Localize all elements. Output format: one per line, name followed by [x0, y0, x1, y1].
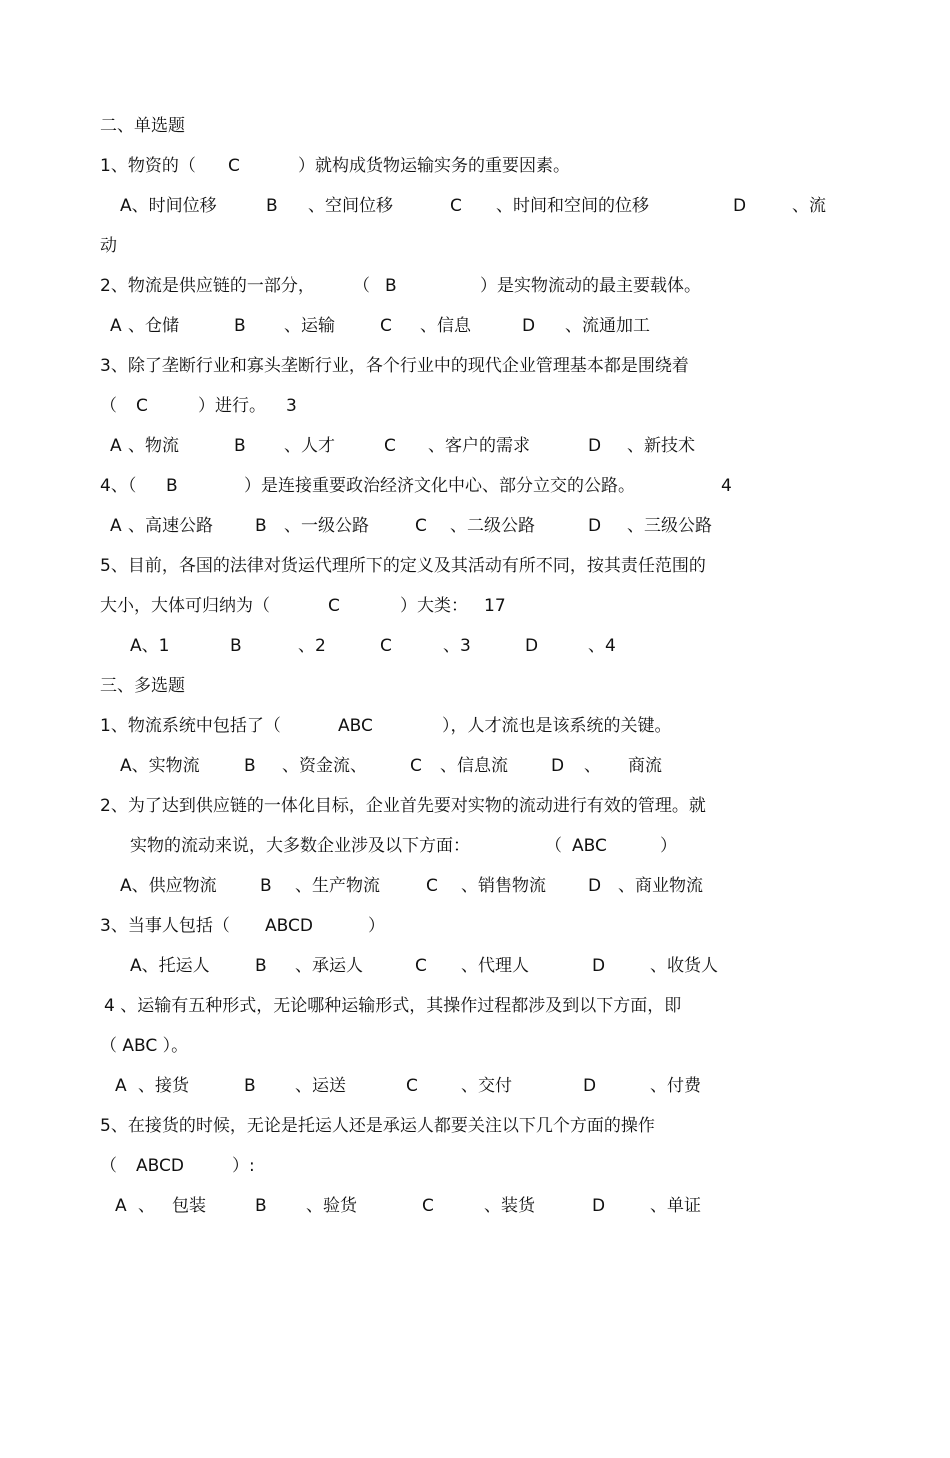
- option-text: 、代理人: [461, 956, 529, 976]
- question-text: 4、（: [100, 476, 137, 496]
- question-text: ）是实物流动的最主要载体。: [480, 276, 701, 296]
- option-letter: B: [230, 636, 242, 656]
- question-line: [0, 354, 689, 378]
- option-letter: B: [255, 956, 267, 976]
- question-text: 2、物流是供应链的一部分，: [100, 276, 315, 296]
- question-line: [0, 554, 706, 578]
- options-line: [0, 954, 718, 978]
- question-line-2: [0, 1154, 255, 1178]
- option-text: A、托运人: [130, 956, 210, 976]
- option-letter: C: [422, 1196, 434, 1216]
- answer-text: ABCD: [136, 1156, 184, 1176]
- option-text: 、流: [792, 196, 826, 216]
- section-heading: 二、单选题: [100, 116, 185, 136]
- option-letter: C: [384, 436, 396, 456]
- option-letter: B: [260, 876, 272, 896]
- option-letter: C: [450, 196, 462, 216]
- question-text: 实物的流动来说，大多数企业涉及以下方面：: [130, 836, 470, 856]
- option-text: 、时间和空间的位移: [496, 196, 649, 216]
- answer-text: B: [166, 476, 178, 496]
- question-line-2: [0, 594, 506, 618]
- option-text: 包装: [172, 1196, 206, 1216]
- question-line: [0, 154, 570, 178]
- option-text: 、运输: [284, 316, 335, 336]
- option-text: 、4: [588, 636, 616, 656]
- question-text: 4 、运输有五种形式，无论哪种运输形式，其操作过程都涉及到以下方面，即: [104, 996, 682, 1016]
- option-text: 、收货人: [650, 956, 718, 976]
- option-letter: A: [110, 436, 122, 456]
- question-line-2: [0, 1034, 189, 1058]
- answer-text: C: [228, 156, 240, 176]
- question-text: ）: [660, 836, 677, 856]
- answer-text: C: [136, 396, 148, 416]
- option-letter: B: [255, 516, 267, 536]
- question-text: ）: [368, 916, 385, 936]
- page-ref: 4: [721, 476, 732, 496]
- question-line-2: [0, 394, 297, 418]
- answer-text: C: [328, 596, 340, 616]
- option-text: A、1: [130, 636, 170, 656]
- option-letter: D: [551, 756, 565, 776]
- options-line: [0, 1194, 701, 1218]
- options-line: [0, 514, 712, 538]
- option-text: 、3: [443, 636, 471, 656]
- option-text: 、客户的需求: [428, 436, 530, 456]
- option-letter: C: [426, 876, 438, 896]
- section-heading-multiple: [0, 674, 185, 698]
- question-line: [0, 994, 682, 1018]
- option-letter: A: [110, 316, 122, 336]
- option-text: 、2: [298, 636, 326, 656]
- option-text: 、信息流: [440, 756, 508, 776]
- question-text: （ ABC ）。: [100, 1036, 189, 1056]
- option-letter: D: [733, 196, 747, 216]
- option-text: 、空间位移: [308, 196, 393, 216]
- option-text: A、实物流: [120, 756, 200, 776]
- option-text: 动: [100, 236, 117, 256]
- question-text: （: [545, 836, 562, 856]
- option-letter: D: [592, 956, 606, 976]
- option-letter: D: [588, 516, 602, 536]
- question-text: 5、目前，各国的法律对货运代理所下的定义及其活动有所不同，按其责任范围的: [100, 556, 706, 576]
- option-letter: B: [234, 316, 246, 336]
- option-text: 、: [138, 1196, 155, 1216]
- question-text: ）大类：: [400, 596, 468, 616]
- option-letter: D: [592, 1196, 606, 1216]
- question-text: 3、当事人包括（: [100, 916, 230, 936]
- option-text: 、销售物流: [461, 876, 546, 896]
- option-letter: B: [255, 1196, 267, 1216]
- option-text: 、接货: [138, 1076, 189, 1096]
- question-line: [0, 714, 672, 738]
- options-line: [0, 194, 826, 218]
- option-text: 、付费: [650, 1076, 701, 1096]
- option-letter: C: [406, 1076, 418, 1096]
- question-line: [0, 474, 732, 498]
- option-text: 、资金流、: [282, 756, 367, 776]
- option-text: 、仓储: [128, 316, 179, 336]
- question-text: （: [100, 1156, 117, 1176]
- answer-text: B: [385, 276, 397, 296]
- page-ref: 3: [286, 396, 297, 416]
- section-heading-single: [0, 114, 185, 138]
- option-letter: B: [244, 1076, 256, 1096]
- question-text: （: [353, 276, 370, 296]
- question-line: [0, 1114, 655, 1138]
- option-letter: A: [115, 1196, 127, 1216]
- option-text: A、供应物流: [120, 876, 217, 896]
- option-text: 、承运人: [295, 956, 363, 976]
- option-text: A、时间位移: [120, 196, 217, 216]
- option-text: 、: [584, 756, 601, 776]
- question-text: （: [100, 396, 117, 416]
- option-letter: C: [415, 516, 427, 536]
- option-letter: C: [410, 756, 422, 776]
- question-text: 2、为了达到供应链的一体化目标，企业首先要对实物的流动进行有效的管理。就: [100, 796, 706, 816]
- question-line: [0, 914, 385, 938]
- options-line: [0, 754, 662, 778]
- options-line: [0, 634, 616, 658]
- option-text: 、运送: [295, 1076, 346, 1096]
- option-letter: D: [583, 1076, 597, 1096]
- option-text: 、一级公路: [284, 516, 369, 536]
- option-text: 、商业物流: [618, 876, 703, 896]
- option-letter: D: [525, 636, 539, 656]
- options-line: [0, 1074, 701, 1098]
- option-text: 、高速公路: [128, 516, 213, 536]
- answer-text: ABC: [338, 716, 373, 736]
- question-text: ）就构成货物运输实务的重要因素。: [298, 156, 570, 176]
- question-text: 5、在接货的时候，无论是托运人还是承运人都要关注以下几个方面的操作: [100, 1116, 655, 1136]
- answer-text: ABCD: [265, 916, 313, 936]
- options-wrap-line: [0, 234, 117, 258]
- option-letter: A: [115, 1076, 127, 1096]
- page-ref: 17: [484, 596, 506, 616]
- option-letter: C: [415, 956, 427, 976]
- option-text: 、验货: [306, 1196, 357, 1216]
- section-heading: 三、多选题: [100, 676, 185, 696]
- option-text: 、物流: [128, 436, 179, 456]
- option-text: 、流通加工: [565, 316, 650, 336]
- option-letter: C: [380, 316, 392, 336]
- question-text: 1、物资的（: [100, 156, 196, 176]
- option-text: 、单证: [650, 1196, 701, 1216]
- question-text: ）进行。: [198, 396, 266, 416]
- option-letter: B: [244, 756, 256, 776]
- question-text: 1、物流系统中包括了（: [100, 716, 281, 736]
- answer-text: ABC: [572, 836, 607, 856]
- option-letter: A: [110, 516, 122, 536]
- option-text: 、三级公路: [627, 516, 712, 536]
- option-letter: D: [588, 436, 602, 456]
- option-text: 、人才: [284, 436, 335, 456]
- option-letter: D: [522, 316, 536, 336]
- option-text: 、交付: [461, 1076, 512, 1096]
- question-line-2: [0, 834, 677, 858]
- question-line: [0, 794, 706, 818]
- option-letter: B: [266, 196, 278, 216]
- option-text: 、新技术: [627, 436, 695, 456]
- question-text: 大小，大体可归纳为（: [100, 596, 270, 616]
- options-line: [0, 874, 703, 898]
- option-letter: D: [588, 876, 602, 896]
- question-text: ），人才流也是该系统的关键。: [442, 716, 672, 736]
- options-line: [0, 314, 650, 338]
- option-text: 、信息: [420, 316, 471, 336]
- option-text: 、装货: [484, 1196, 535, 1216]
- option-text: 、生产物流: [295, 876, 380, 896]
- question-text: 3、除了垄断行业和寡头垄断行业，各个行业中的现代企业管理基本都是围绕着: [100, 356, 689, 376]
- option-text: 商流: [628, 756, 662, 776]
- question-text: ）:: [232, 1156, 255, 1176]
- option-letter: B: [234, 436, 246, 456]
- question-line: [0, 274, 701, 298]
- option-letter: C: [380, 636, 392, 656]
- options-line: [0, 434, 695, 458]
- question-text: ）是连接重要政治经济文化中心、部分立交的公路。: [244, 476, 635, 496]
- option-text: 、二级公路: [450, 516, 535, 536]
